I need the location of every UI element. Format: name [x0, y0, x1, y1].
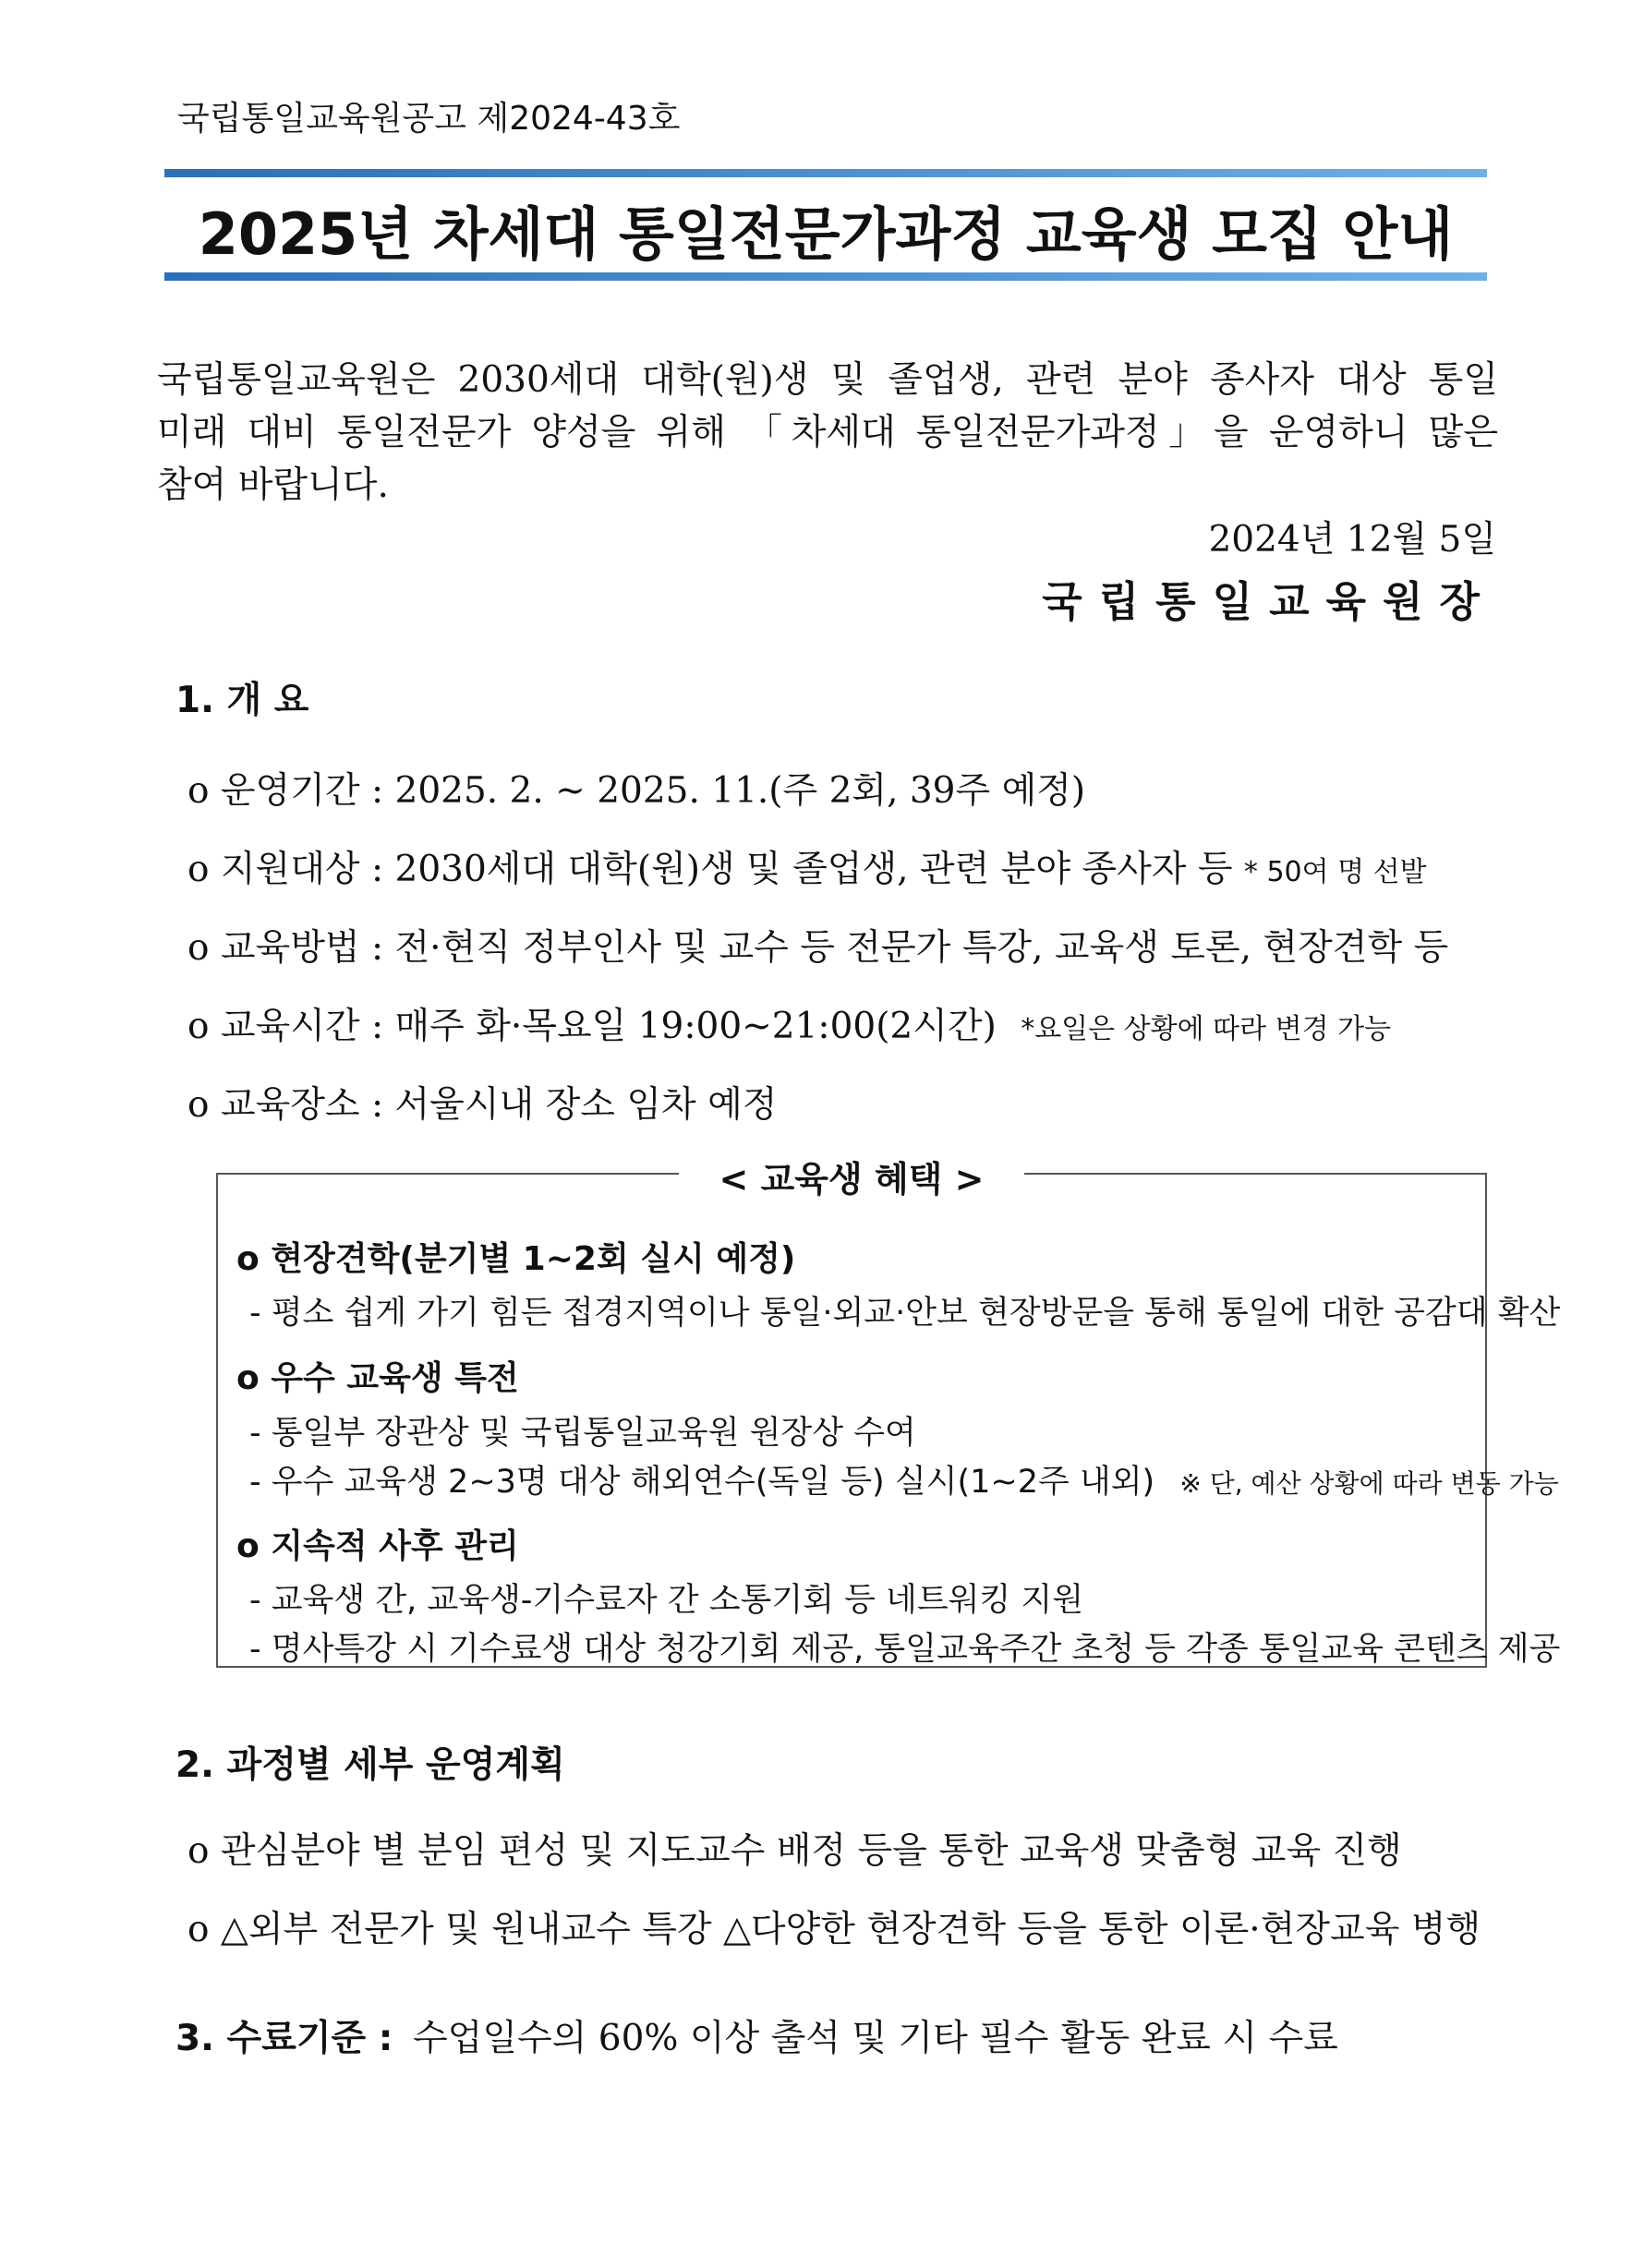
- overview-item-method: [187, 919, 1448, 971]
- intro-line: 국립통일교육원은 2030세대 대학(원)생 및 졸업생, 관련 분야 종사자 대상 통일: [157, 359, 1498, 401]
- plan-item: o △외부 전문가 및 원내교수 특강 △다양한 현장견학 등을 통한 이론·현장교육 병행: [187, 1909, 1481, 1950]
- benefits-title-text: < 교육생 혜택 >: [679, 1151, 1025, 1201]
- plan-item: o 관심분야 별 분임 편성 및 지도교수 배정 등을 통한 교육생 맞춤형 교육 진행: [187, 1830, 1402, 1872]
- document-title: 2025년 차세대 통일전문가과정 교육생 모집 안내: [198, 200, 1454, 268]
- benefit-detail: - 평소 쉽게 가기 힘든 접경지역이나 통일·외교·안보 현장방문을 통해 통일에 대한 공감대 확산: [249, 1295, 1561, 1332]
- notice-date: 2024년 12월 5일: [1208, 519, 1496, 561]
- overview-item-text: o 운영기간 : 2025. 2. ~ 2025. 11.(주 2회, 39주 예정): [187, 770, 1086, 812]
- overview-item-period: [187, 762, 1085, 814]
- section-heading-completion: 3. 수료기준 :: [175, 2018, 393, 2059]
- title-rule-bottom: [164, 272, 1487, 281]
- benefit-detail-text: - 우수 교육생 2~3명 대상 해외연수(독일 등) 실시(1~2주 내외): [249, 1464, 1155, 1501]
- section-completion: [175, 2009, 1338, 2061]
- overview-item-text: o 교육방법 : 전·현직 정부인사 및 교수 등 전문가 특강, 교육생 토론, 현장견학 등: [187, 927, 1449, 969]
- intro-line: 참여 바랍니다.: [157, 464, 389, 506]
- overview-item-text: o 지원대상 : 2030세대 대학(원)생 및 졸업생, 관련 분야 종사자 등: [187, 849, 1233, 890]
- section-heading-overview: 1. 개 요: [175, 680, 309, 721]
- benefits-box: [216, 1159, 1561, 1668]
- notice-number: 국립통일교육원공고 제2024-43호: [177, 100, 681, 138]
- benefit-heading: o 현장견학(분기별 1~2회 실시 예정): [236, 1240, 796, 1278]
- intro-line: 미래 대비 통일전문가 양성을 위해 「차세대 통일전문가과정」을 운영하니 많은: [157, 412, 1498, 453]
- section-heading-plan: 2. 과정별 세부 운영계획: [175, 1744, 565, 1786]
- overview-item-text: o 교육장소 : 서울시내 장소 임차 예정: [187, 1084, 778, 1126]
- title-rule-top: [164, 169, 1487, 177]
- signer: 국립통일교육원장: [1042, 577, 1496, 626]
- benefit-detail: [249, 1456, 1559, 1502]
- overview-item-note: *요일은 상황에 따라 변경 가능: [1021, 1013, 1392, 1045]
- benefit-detail: - 교육생 간, 교육생-기수료자 간 소통기회 등 네트워킹 지원: [249, 1582, 1084, 1619]
- benefit-detail: - 통일부 장관상 및 국립통일교육원 원장상 수여: [249, 1415, 916, 1452]
- benefit-heading: o 지속적 사후 관리: [236, 1527, 519, 1565]
- overview-item-note: * 50여 명 선발: [1243, 856, 1427, 888]
- overview-item-eligibility: [187, 840, 1427, 892]
- benefit-heading: o 우수 교육생 특전: [236, 1359, 519, 1397]
- benefit-detail-note: ※ 단, 예산 상황에 따라 변동 가능: [1179, 1468, 1559, 1499]
- overview-item-time: [187, 997, 1391, 1049]
- overview-item-venue: [187, 1076, 777, 1128]
- completion-criteria: 수업일수의 60% 이상 출석 및 기타 필수 활동 완료 시 수료: [412, 2018, 1338, 2059]
- benefit-detail: - 명사특강 시 기수료생 대상 청강기회 제공, 통일교육주간 초청 등 각종 통일교육 콘텐츠 제공: [249, 1631, 1561, 1668]
- overview-item-text: o 교육시간 : 매주 화·목요일 19:00~21:00(2시간): [187, 1006, 997, 1047]
- benefits-title: [218, 1151, 1485, 1201]
